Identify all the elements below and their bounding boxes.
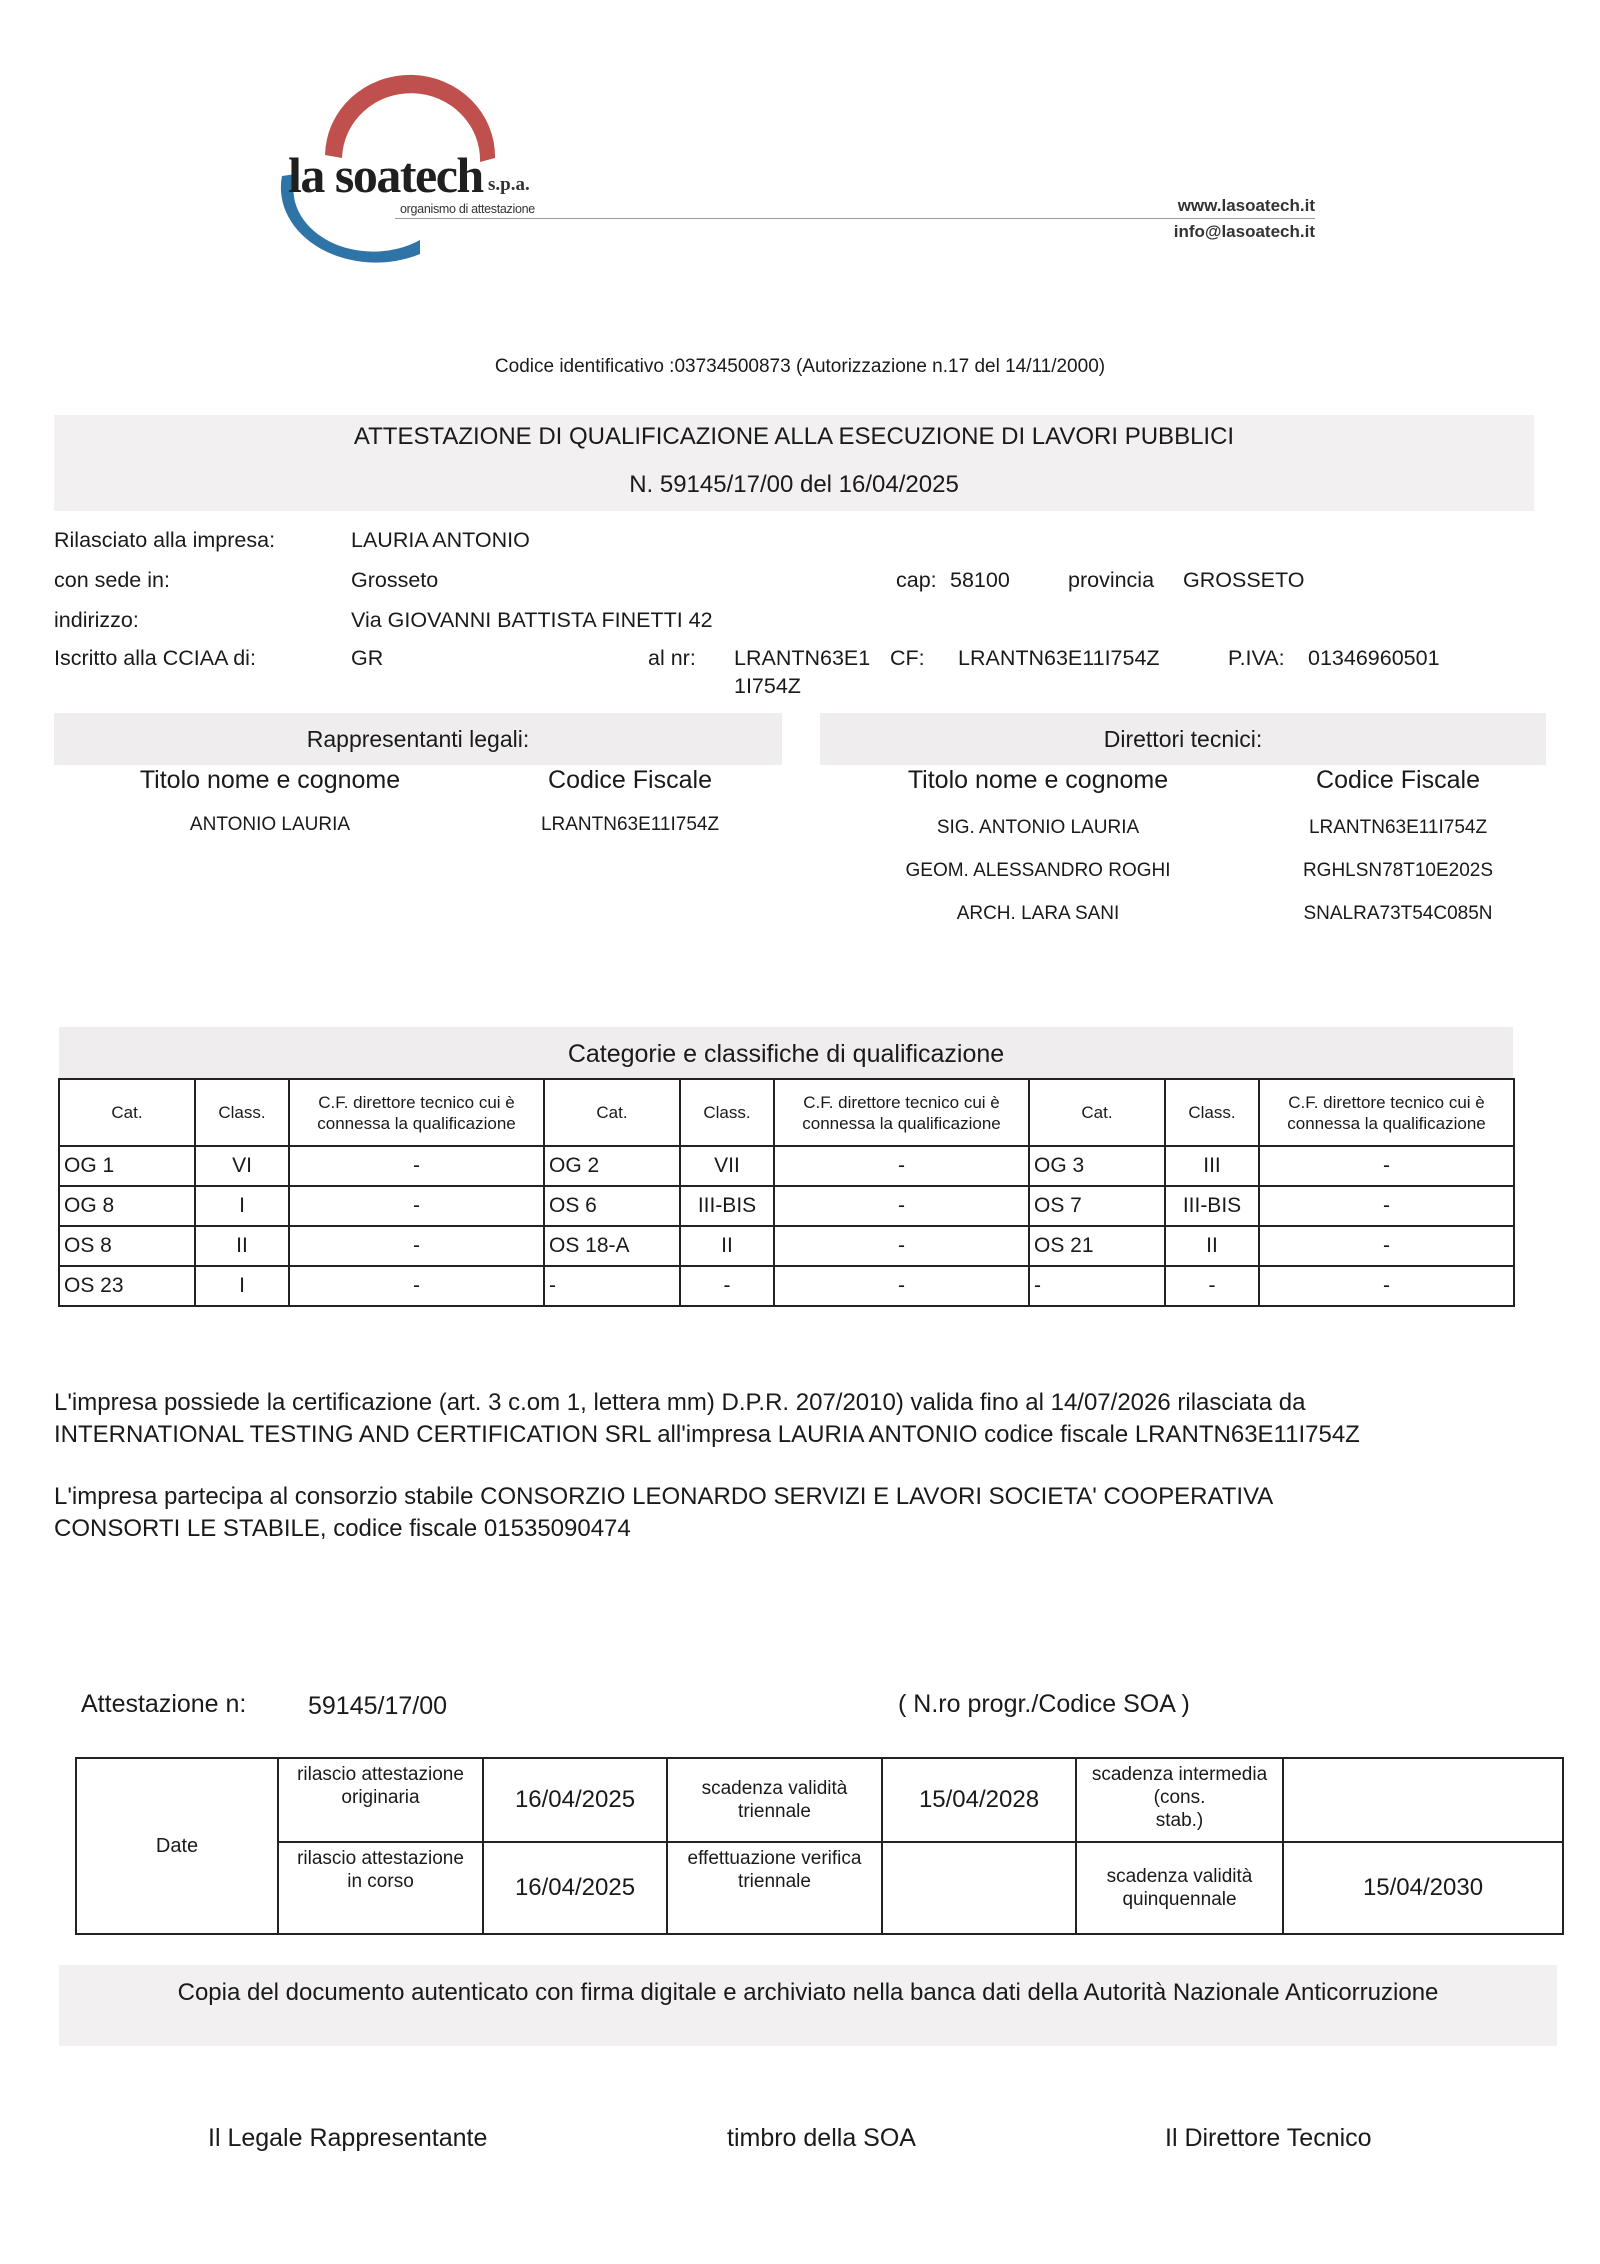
direttore-cf: LRANTN63E11I754Z (1308, 817, 1488, 838)
class-cell: III (1165, 1146, 1259, 1186)
document-number: N. 59145/17/00 del 16/04/2025 (629, 471, 959, 498)
table-row (59, 1186, 1514, 1226)
attestazione-label: Attestazione n: (81, 1690, 247, 1718)
direttori-col-cf: Codice Fiscale (1316, 766, 1480, 794)
attestazione-value: 59145/17/00 (308, 1692, 448, 1720)
cat-cell: OG 3 (1029, 1146, 1165, 1186)
class-cell: II (195, 1226, 289, 1266)
direttori-col-name: Titolo nome e cognome (907, 766, 1169, 794)
cf-cell: - (289, 1146, 544, 1186)
title-box (54, 415, 1534, 511)
rilascio-corso-label: rilascio attestazione in corso (278, 1842, 483, 1934)
codice-identificativo: Codice identificativo :03734500873 (Autorizzazione n.17 del 14/11/2000) (494, 356, 1106, 377)
col-cf: C.F. direttore tecnico cui è connessa la qualificazione (1259, 1079, 1514, 1146)
cap-value: 58100 (950, 568, 1010, 592)
cat-cell: OS 7 (1029, 1186, 1165, 1226)
cat-cell: OG 2 (544, 1146, 680, 1186)
date-label: Date (76, 1758, 278, 1934)
col-cf: C.F. direttore tecnico cui è connessa la qualificazione (289, 1079, 544, 1146)
sede-label: con sede in: (54, 568, 170, 592)
indirizzo-label: indirizzo: (54, 608, 139, 632)
col-cat: Cat. (1029, 1079, 1165, 1146)
direttore-tecnico-label: Il Direttore Tecnico (1165, 2124, 1372, 2152)
cf-cell: - (289, 1186, 544, 1226)
verifica-triennale-value (882, 1842, 1076, 1934)
cf-cell: - (1259, 1266, 1514, 1306)
scadenza-quinquennale-value: 15/04/2030 (1283, 1842, 1563, 1934)
cf-cell: - (1259, 1186, 1514, 1226)
consorzio-paragraph (54, 1481, 1574, 1545)
cf-cell: - (774, 1186, 1029, 1226)
cat-cell: OS 8 (59, 1226, 195, 1266)
col-class: Class. (680, 1079, 774, 1146)
cciaa-value: GR (351, 646, 384, 670)
col-cat: Cat. (59, 1079, 195, 1146)
cap-label: cap: (896, 568, 937, 592)
direttori-heading: Direttori tecnici: (820, 713, 1546, 765)
logo-suffix: s.p.a. (488, 174, 530, 195)
cf-cell: - (1259, 1226, 1514, 1266)
rilascio-originaria-value: 16/04/2025 (483, 1758, 667, 1842)
rappresentanti-heading: Rappresentanti legali: (54, 713, 782, 765)
piva-label: P.IVA: (1228, 646, 1285, 670)
document-title: ATTESTAZIONE DI QUALIFICAZIONE ALLA ESECUZIONE DI LAVORI PUBBLICI (353, 423, 1235, 450)
sede-value: Grosseto (351, 568, 439, 592)
logo-name: la soatech (288, 147, 483, 203)
cat-cell: OS 23 (59, 1266, 195, 1306)
rappresentanti-col-cf: Codice Fiscale (548, 766, 712, 794)
website-link[interactable]: www.lasoatech.it (1177, 196, 1315, 215)
class-cell: I (195, 1186, 289, 1226)
class-cell: - (680, 1266, 774, 1306)
nr-label: al nr: (648, 646, 696, 670)
rappresentante-cf: LRANTN63E11I754Z (540, 814, 720, 835)
email-link[interactable]: info@lasoatech.it (1173, 222, 1315, 241)
nr-value-line1: LRANTN63E1 (734, 646, 871, 670)
dates-table (75, 1757, 1564, 1935)
direttore-cf: RGHLSN78T10E202S (1302, 860, 1494, 881)
cciaa-label: Iscritto alla CCIAA di: (54, 646, 256, 670)
rappresentanti-col-name: Titolo nome e cognome (139, 766, 401, 794)
consorzio-line: CONSORTI LE STABILE, codice fiscale 01535090474 (54, 1515, 631, 1542)
cf-value: LRANTN63E11I754Z (958, 646, 1160, 670)
table-row (76, 1758, 1563, 1842)
col-class: Class. (195, 1079, 289, 1146)
class-cell: II (1165, 1226, 1259, 1266)
scadenza-quinquennale-label: scadenza validità quinquennale (1076, 1842, 1283, 1934)
col-cat: Cat. (544, 1079, 680, 1146)
verifica-triennale-label: effettuazione verifica triennale (667, 1842, 882, 1934)
categorie-heading: Categorie e classifiche di qualificazione (59, 1027, 1513, 1079)
cf-cell: - (774, 1146, 1029, 1186)
cat-cell: OS 6 (544, 1186, 680, 1226)
class-cell: - (1165, 1266, 1259, 1306)
rappresentante-name: ANTONIO LAURIA (189, 814, 351, 835)
provincia-value: GROSSETO (1183, 568, 1305, 592)
soatech-logo (270, 70, 560, 270)
scadenza-triennale-label: scadenza validità triennale (667, 1758, 882, 1842)
class-cell: VI (195, 1146, 289, 1186)
nr-value-line2: 1I754Z (734, 674, 801, 698)
table-row (76, 1842, 1563, 1934)
piva-value: 01346960501 (1308, 646, 1440, 670)
cat-cell: OG 8 (59, 1186, 195, 1226)
cat-cell: - (544, 1266, 680, 1306)
class-cell: VII (680, 1146, 774, 1186)
cf-cell: - (774, 1266, 1029, 1306)
categorie-header-row (59, 1079, 1514, 1146)
header-divider (395, 218, 1315, 219)
rilasciato-value: LAURIA ANTONIO (351, 528, 530, 552)
cat-cell: OS 18-A (544, 1226, 680, 1266)
scadenza-triennale-value: 15/04/2028 (882, 1758, 1076, 1842)
rilascio-originaria-label: rilascio attestazione originaria (278, 1758, 483, 1842)
scadenza-intermedia-value (1283, 1758, 1563, 1842)
consorzio-line: L'impresa partecipa al consorzio stabile CONSORZIO LEONARDO SERVIZI E LAVORI SOCIETA' COOPERATIVA (54, 1483, 1274, 1510)
scadenza-intermedia-label: scadenza intermedia (cons. stab.) (1076, 1758, 1283, 1842)
provincia-label: provincia (1068, 568, 1155, 592)
cf-cell: - (289, 1226, 544, 1266)
col-class: Class. (1165, 1079, 1259, 1146)
direttore-name: GEOM. ALESSANDRO ROGHI (905, 860, 1171, 881)
indirizzo-value: Via GIOVANNI BATTISTA FINETTI 42 (351, 608, 713, 632)
certificazione-paragraph (54, 1387, 1574, 1451)
class-cell: III-BIS (1165, 1186, 1259, 1226)
cat-cell: OS 21 (1029, 1226, 1165, 1266)
table-row (59, 1146, 1514, 1186)
cf-cell: - (289, 1266, 544, 1306)
cat-cell: OG 1 (59, 1146, 195, 1186)
rilasciato-label: Rilasciato alla impresa: (54, 528, 276, 552)
cf-label: CF: (890, 646, 925, 670)
class-cell: III-BIS (680, 1186, 774, 1226)
direttore-name: SIG. ANTONIO LAURIA (936, 817, 1140, 838)
attestazione-note: ( N.ro progr./Codice SOA ) (898, 1690, 1190, 1718)
cf-cell: - (774, 1226, 1029, 1266)
timbro-soa-label: timbro della SOA (727, 2124, 916, 2152)
certificazione-line: L'impresa possiede la certificazione (art. 3 c.om 1, lettera mm) D.P.R. 207/2010) valida fino al 14/07/2026 rilasciata da (54, 1389, 1306, 1416)
direttore-cf: SNALRA73T54C085N (1303, 903, 1493, 924)
cat-cell: - (1029, 1266, 1165, 1306)
class-cell: II (680, 1226, 774, 1266)
col-cf: C.F. direttore tecnico cui è connessa la qualificazione (774, 1079, 1029, 1146)
rilascio-corso-value: 16/04/2025 (483, 1842, 667, 1934)
direttore-name: ARCH. LARA SANI (956, 903, 1120, 924)
certificazione-line: INTERNATIONAL TESTING AND CERTIFICATION SRL all'impresa LAURIA ANTONIO codice fiscale LRANTN63E11I754Z (54, 1421, 1360, 1448)
categorie-table (58, 1078, 1515, 1307)
class-cell: I (195, 1266, 289, 1306)
cf-cell: - (1259, 1146, 1514, 1186)
table-row (59, 1226, 1514, 1266)
copia-notice: Copia del documento autenticato con firma digitale e archiviato nella banca dati della Autorità Nazionale Anticorruzione (59, 1965, 1557, 2046)
legale-rappresentante-label: Il Legale Rappresentante (208, 2124, 488, 2152)
table-row (59, 1266, 1514, 1306)
logo-tagline: organismo di attestazione (400, 202, 535, 216)
